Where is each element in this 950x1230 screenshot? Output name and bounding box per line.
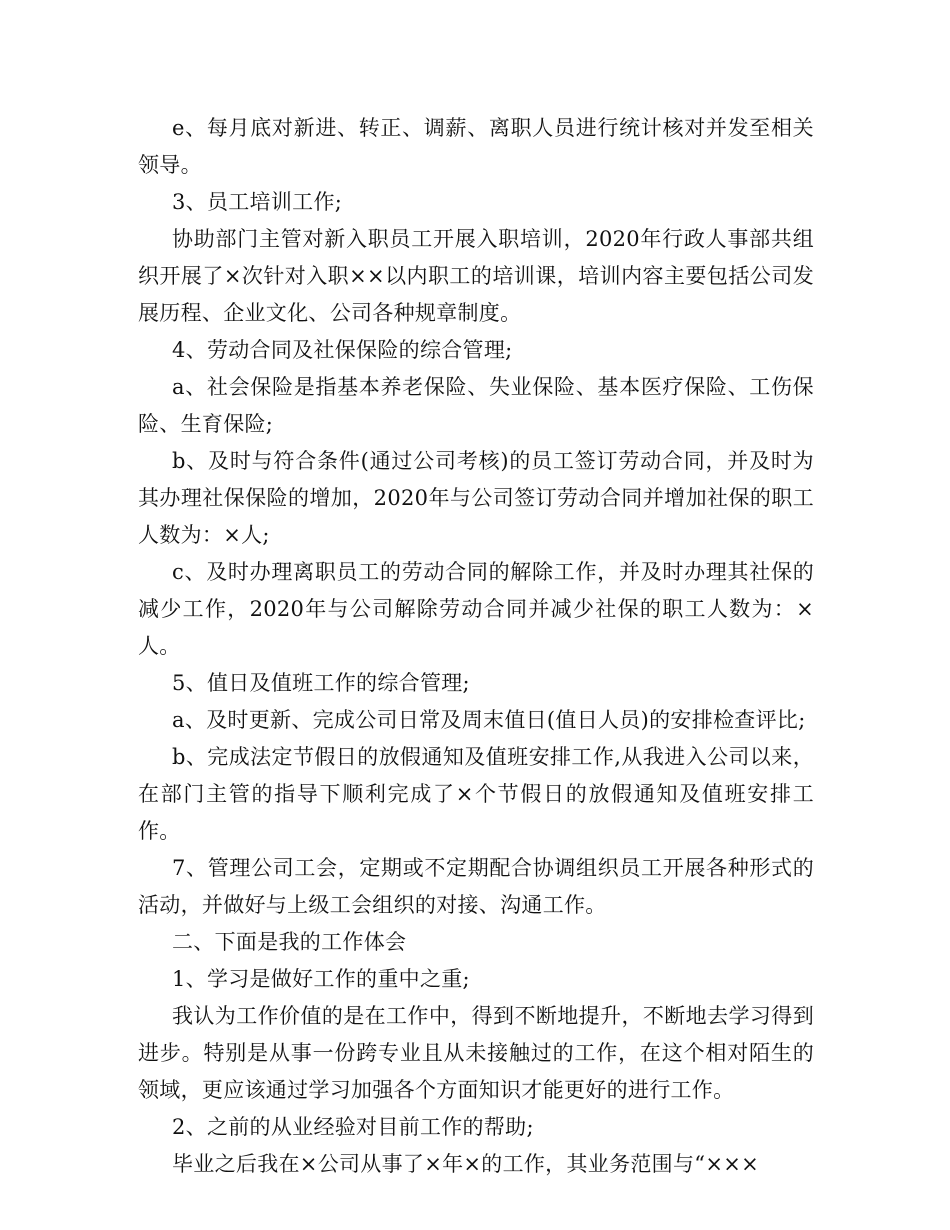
paragraph-b-sign-contracts: b、及时与符合条件(通过公司考核)的员工签订劳动合同，并及时为其办理社保保险的增加，2020年与公司签订劳动合同并增加社保的职工人数为：×人; bbox=[138, 449, 814, 547]
paragraph-a-duty-schedule: a、及时更新、完成公司日常及周末值日(值日人员)的安排检查评比; bbox=[172, 708, 806, 732]
paragraph-a-social-insurance: a、社会保险是指基本养老保险、失业保险、基本医疗保险、工伤保险、生育保险; bbox=[138, 375, 814, 436]
paragraph-e-monthly-statistics: e、每月底对新进、转正、调薪、离职人员进行统计核对并发至相关领导。 bbox=[138, 116, 814, 177]
heading-learning-importance: 1、学习是做好工作的重中之重; bbox=[172, 967, 470, 991]
heading-previous-experience: 2、之前的从业经验对目前工作的帮助; bbox=[172, 1115, 534, 1139]
heading-employee-training: 3、员工培训工作; bbox=[172, 190, 343, 214]
paragraph-learning-value: 我认为工作价值的是在工作中，得到不断地提升，不断地去学习得到进步。特别是从事一份跨专业且从未接触过的工作，在这个相对陌生的领域，更应该通过学习加强各个方面知识才能更好的进行工作。 bbox=[138, 1004, 814, 1102]
paragraph-after-graduation: 毕业之后我在×公司从事了×年×的工作，其业务范围与“××× bbox=[172, 1152, 760, 1176]
paragraph-training-details: 协助部门主管对新入职员工开展入职培训，2020年行政人事部共组织开展了×次针对入职××以内职工的培训课，培训内容主要包括公司发展历程、企业文化、公司各种规章制度。 bbox=[138, 227, 814, 325]
document-body bbox=[138, 110, 814, 1183]
heading-work-experience: 二、下面是我的工作体会 bbox=[172, 930, 407, 954]
paragraph-b-holiday-notice: b、完成法定节假日的放假通知及值班安排工作,从我进入公司以来，在部门主管的指导下顺利完成了×个节假日的放假通知及值班安排工作。 bbox=[138, 745, 814, 843]
paragraph-c-terminate-contracts: c、及时办理离职员工的劳动合同的解除工作，并及时办理其社保的减少工作，2020年与公司解除劳动合同并减少社保的职工人数为：×人。 bbox=[138, 560, 814, 658]
paragraph-union-management: 7、管理公司工会，定期或不定期配合协调组织员工开展各种形式的活动，并做好与上级工会组织的对接、沟通工作。 bbox=[138, 856, 814, 917]
heading-duty-management: 5、值日及值班工作的综合管理; bbox=[172, 671, 470, 695]
heading-labor-contract-social-insurance: 4、劳动合同及社保保险的综合管理; bbox=[172, 338, 513, 362]
